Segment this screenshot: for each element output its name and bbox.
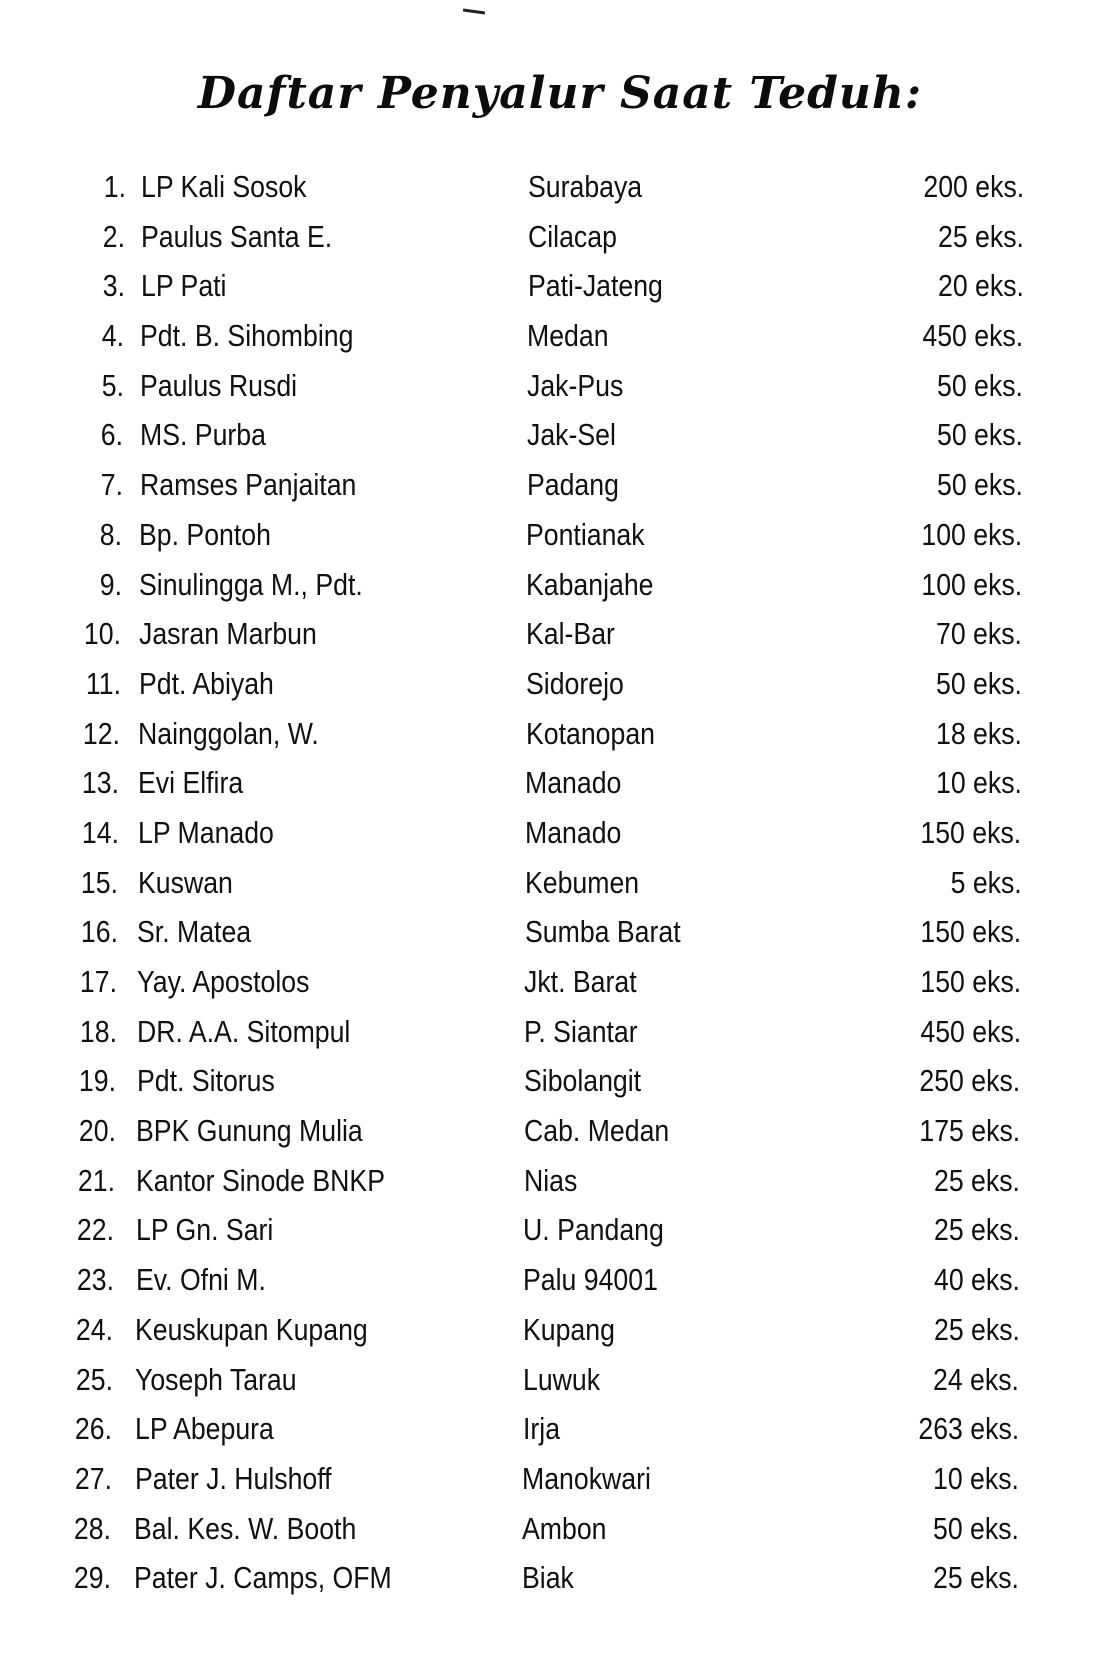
distributor-name: Yoseph Tarau <box>135 1361 297 1397</box>
distributor-name: Bal. Kes. W. Booth <box>134 1510 357 1546</box>
distributor-city: Kebumen <box>524 864 640 900</box>
page-title: Daftar Penyalur Saat Teduh: <box>197 68 923 119</box>
distributor-city: Jak-Sel <box>526 417 616 453</box>
copy-quantity: 50 eks. <box>932 1510 1019 1546</box>
distributor-name: Sr. Matea <box>137 914 252 950</box>
copy-quantity: 50 eks. <box>936 665 1023 701</box>
copy-quantity: 150 eks. <box>920 814 1022 850</box>
list-item <box>0 1205 1120 1255</box>
item-number: 12. <box>82 715 120 751</box>
copy-quantity: 250 eks. <box>919 1063 1021 1099</box>
list-item <box>0 1255 1120 1305</box>
distributor-city: U. Pandang <box>523 1212 665 1248</box>
copy-quantity: 10 eks. <box>935 765 1022 801</box>
item-number: 7. <box>100 467 123 503</box>
distributor-name: Nainggolan, W. <box>138 715 320 751</box>
copy-quantity: 175 eks. <box>919 1113 1021 1149</box>
copy-quantity: 263 eks. <box>918 1411 1020 1447</box>
copy-quantity: 200 eks. <box>923 169 1024 204</box>
copy-quantity: 50 eks. <box>936 467 1023 503</box>
copy-quantity: 150 eks. <box>920 964 1021 999</box>
list-item <box>0 907 1120 957</box>
item-number: 8. <box>99 516 123 552</box>
distributor-name: Yay. Apostolos <box>137 964 310 999</box>
distributor-city: Kupang <box>522 1311 615 1347</box>
scan-mark <box>463 8 485 14</box>
list-item <box>0 261 1120 311</box>
distributor-city: Palu 94001 <box>523 1262 659 1298</box>
list-item <box>0 1056 1120 1106</box>
list-item <box>0 1355 1120 1405</box>
distributor-city: Manokwari <box>522 1460 652 1496</box>
list-item <box>0 1156 1120 1206</box>
item-number: 19. <box>79 1063 117 1099</box>
item-number: 11. <box>85 665 121 701</box>
list-item <box>0 858 1120 908</box>
distributor-name: Jasran Marbun <box>138 616 317 652</box>
list-item <box>0 1404 1120 1454</box>
distributor-list <box>0 162 1120 1603</box>
item-number: 10. <box>83 616 122 652</box>
item-number: 3. <box>102 268 125 304</box>
distributor-name: Paulus Santa E. <box>140 218 332 254</box>
item-number: 24. <box>76 1311 114 1347</box>
copy-quantity: 20 eks. <box>937 268 1024 304</box>
item-number: 21. <box>77 1162 115 1198</box>
distributor-name: Paulus Rusdi <box>140 367 298 403</box>
list-item <box>0 1454 1120 1504</box>
item-number: 16. <box>80 914 118 950</box>
item-number: 28. <box>74 1510 112 1546</box>
distributor-name: LP Gn. Sari <box>135 1212 274 1248</box>
copy-quantity: 100 eks. <box>921 516 1023 552</box>
distributor-city: Padang <box>526 467 619 503</box>
distributor-name: Pater J. Camps, OFM <box>134 1560 392 1596</box>
copy-quantity: 24 eks. <box>933 1361 1020 1397</box>
distributor-name: DR. A.A. Sitompul <box>136 1013 351 1049</box>
distributor-city: Biak <box>521 1560 574 1596</box>
item-number: 6. <box>101 417 124 453</box>
list-item <box>0 1106 1120 1156</box>
distributor-name: Ev. Ofni M. <box>135 1262 266 1298</box>
distributor-name: Sinulingga M., Pdt. <box>139 566 363 602</box>
list-item <box>0 808 1120 858</box>
list-item <box>0 1504 1120 1554</box>
distributor-city: Cilacap <box>527 218 617 254</box>
distributor-name: LP Kali Sosok <box>141 169 307 204</box>
item-number: 29. <box>73 1560 111 1596</box>
distributor-name: LP Manado <box>137 814 274 850</box>
list-item <box>0 162 1120 212</box>
distributor-name: Pater J. Hulshoff <box>134 1460 332 1496</box>
distributor-name: Kantor Sinode BNKP <box>136 1162 386 1198</box>
distributor-city: Jak-Pus <box>527 367 624 403</box>
distributor-city: P. Siantar <box>524 1013 638 1049</box>
distributor-name: Keuskupan Kupang <box>135 1311 369 1347</box>
distributor-name: MS. Purba <box>139 417 266 453</box>
distributor-name: Ramses Panjaitan <box>139 467 356 503</box>
copy-quantity: 25 eks. <box>932 1560 1019 1596</box>
item-number: 4. <box>102 318 125 354</box>
list-item <box>0 361 1120 411</box>
item-number: 27. <box>74 1460 112 1496</box>
distributor-city: Luwuk <box>522 1361 600 1397</box>
copy-quantity: 450 eks. <box>922 318 1024 354</box>
distributor-city: Pontianak <box>526 516 646 552</box>
item-number: 22. <box>77 1212 115 1248</box>
list-item <box>0 311 1120 361</box>
copy-quantity: 25 eks. <box>933 1311 1020 1347</box>
item-number: 18. <box>79 1013 117 1049</box>
copy-quantity: 100 eks. <box>921 566 1023 602</box>
copy-quantity: 25 eks. <box>937 218 1024 254</box>
distributor-city: Sumba Barat <box>524 914 681 950</box>
item-number: 23. <box>76 1262 114 1298</box>
copy-quantity: 150 eks. <box>920 914 1022 950</box>
distributor-city: Pati-Jateng <box>527 268 663 304</box>
distributor-name: LP Abepura <box>134 1411 274 1447</box>
list-item <box>0 758 1120 808</box>
copy-quantity: 40 eks. <box>933 1262 1020 1298</box>
item-number: 20. <box>78 1113 116 1149</box>
distributor-city: Jkt. Barat <box>524 964 638 999</box>
item-number: 13. <box>82 765 120 801</box>
item-number: 15. <box>81 864 119 900</box>
distributor-city: Manado <box>525 814 622 850</box>
item-number: 9. <box>99 566 122 602</box>
copy-quantity: 5 eks. <box>950 864 1022 900</box>
distributor-city: Manado <box>525 765 622 801</box>
distributor-name: Kuswan <box>137 864 233 900</box>
copy-quantity: 25 eks. <box>934 1212 1020 1248</box>
copy-quantity: 50 eks. <box>937 367 1024 403</box>
distributor-city: Cab. Medan <box>523 1113 670 1149</box>
list-item <box>0 510 1120 560</box>
distributor-name: Evi Elfira <box>138 765 244 801</box>
distributor-name: LP Pati <box>140 268 226 304</box>
item-number: 25. <box>75 1361 113 1397</box>
distributor-name: Pdt. Sitorus <box>136 1063 275 1099</box>
distributor-name: BPK Gunung Mulia <box>136 1113 364 1149</box>
distributor-city: Ambon <box>522 1510 607 1546</box>
item-number: 5. <box>101 367 124 403</box>
item-number: 17. <box>80 964 118 999</box>
item-number: 26. <box>75 1411 113 1447</box>
list-item <box>0 659 1120 709</box>
distributor-city: Nias <box>523 1162 577 1198</box>
distributor-city: Surabaya <box>528 169 643 204</box>
list-item <box>0 1553 1120 1603</box>
list-item <box>0 460 1120 510</box>
list-item <box>0 410 1120 460</box>
copy-quantity: 18 eks. <box>935 715 1022 751</box>
distributor-name: Pdt. Abiyah <box>138 665 274 701</box>
item-number: 2. <box>103 218 126 254</box>
list-item <box>0 1007 1120 1057</box>
list-item <box>0 957 1120 1007</box>
copy-quantity: 70 eks. <box>936 616 1023 652</box>
list-item <box>0 709 1120 759</box>
distributor-city: Sidorejo <box>525 665 624 701</box>
distributor-city: Kabanjahe <box>526 566 654 602</box>
item-number: 1. <box>103 169 126 204</box>
distributor-name: Bp. Pontoh <box>139 516 272 552</box>
item-number: 14. <box>81 814 119 850</box>
copy-quantity: 25 eks. <box>934 1162 1021 1198</box>
distributor-city: Medan <box>527 318 609 354</box>
list-item <box>0 1305 1120 1355</box>
list-item <box>0 560 1120 610</box>
copy-quantity: 450 eks. <box>919 1013 1021 1049</box>
distributor-city: Kal-Bar <box>526 616 615 652</box>
distributor-name: Pdt. B. Sihombing <box>140 318 354 354</box>
copy-quantity: 10 eks. <box>933 1460 1019 1496</box>
list-item <box>0 609 1120 659</box>
distributor-city: Kotanopan <box>525 715 655 751</box>
copy-quantity: 50 eks. <box>937 417 1024 453</box>
distributor-city: Irja <box>522 1411 560 1447</box>
list-item <box>0 212 1120 262</box>
distributor-city: Sibolangit <box>524 1063 642 1099</box>
